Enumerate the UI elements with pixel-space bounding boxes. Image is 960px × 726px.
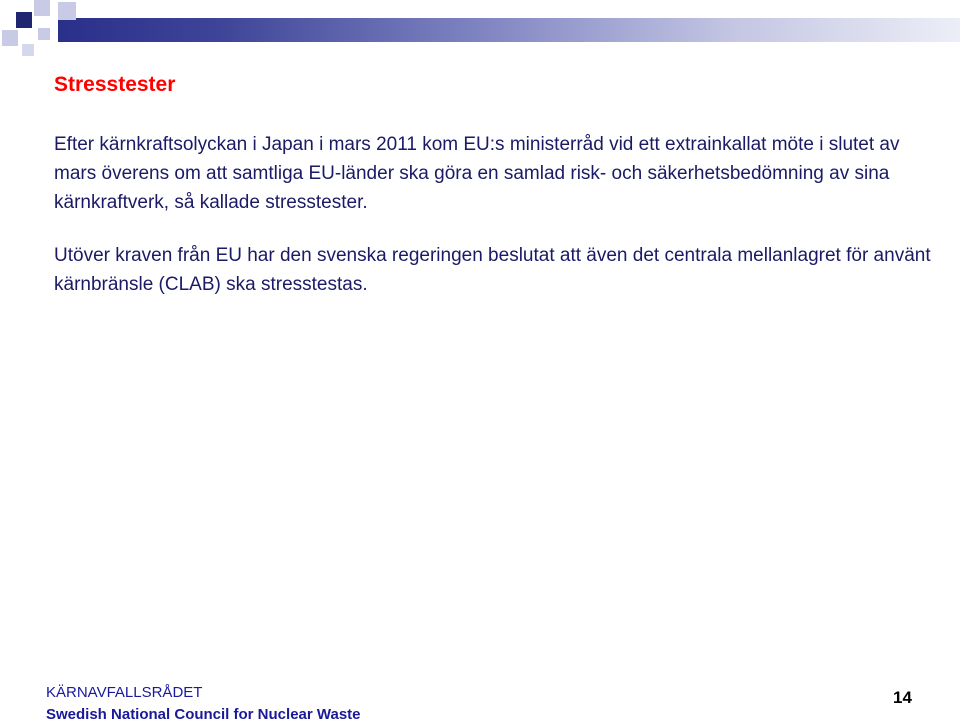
decorative-square — [2, 30, 18, 46]
footer-org-subtitle: Swedish National Council for Nuclear Waste — [46, 706, 361, 723]
page-number: 14 — [893, 688, 912, 707]
decorative-square — [58, 2, 76, 20]
slide-title: Stresstester — [54, 73, 176, 96]
body-paragraph: Utöver kraven från EU har den svenska regeringen beslutat att även det centrala mellanlagret för använt kärnbränsle (CLAB) ska stresstestas. — [54, 245, 931, 295]
header-gradient-bar — [58, 18, 960, 42]
decorative-square — [38, 28, 50, 40]
body-paragraph: Efter kärnkraftsolyckan i Japan i mars 2011 kom EU:s ministerråd vid ett extrainkallat möte i slutet av mars överens om att samtliga EU-länder ska göra en samlad risk- och säkerhetsbedömning av sina kärnkraftverk, så kallade stresstester. — [54, 134, 900, 213]
slide-body — [54, 130, 944, 299]
decorative-square — [34, 0, 50, 16]
decorative-square — [22, 44, 34, 56]
decorative-square — [16, 12, 32, 28]
footer-org-name: KÄRNAVFALLSRÅDET — [46, 684, 203, 701]
